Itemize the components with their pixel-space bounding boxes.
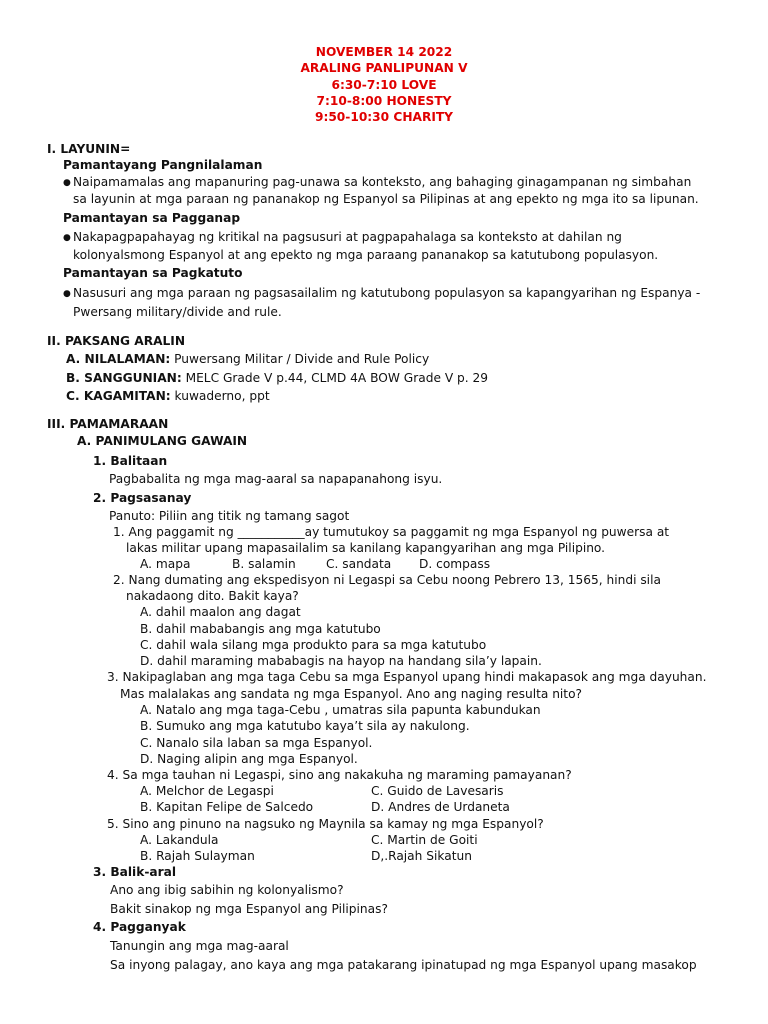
question-3-choice-d: D. Naging alipin ang mga Espanyol. <box>140 752 358 766</box>
section-heading-layunin: I. LAYUNIN= <box>47 142 131 156</box>
question-2-choice-b: B. dahil mababangis ang mga katutubo <box>140 622 381 636</box>
subheading-balik-aral: 3. Balik-aral <box>93 865 177 879</box>
subheading-pangnilalaman: Pamantayang Pangnilalaman <box>63 158 263 172</box>
sanggunian-row <box>66 370 488 386</box>
subheading-pagkatuto: Pamantayan sa Pagkatuto <box>63 266 243 280</box>
nilalaman-value: Puwersang Militar / Divide and Rule Policy <box>170 352 430 366</box>
question-5-choice-c: C. Martin de Goiti <box>371 833 478 847</box>
question-4-choice-d: D. Andres de Urdaneta <box>371 800 510 814</box>
balik-aral-line-2: Bakit sinakop ng mga Espanyol ang Pilipinas? <box>110 902 388 916</box>
pagkatuto-line-1: Nasusuri ang mga paraan ng pagsasailalim ng katutubong populasyon sa kapangyarihan ng Espanya - <box>73 286 701 300</box>
subheading-panimulang-gawain: A. PANIMULANG GAWAIN <box>77 434 248 448</box>
section-heading-paksang-aralin: II. PAKSANG ARALIN <box>47 334 186 348</box>
question-3-choice-b: B. Sumuko ang mga katutubo kaya’t sila ay nakulong. <box>140 719 470 733</box>
kagamitan-label: C. KAGAMITAN: <box>66 389 171 403</box>
pagganyak-line-2: Sa inyong palagay, ano kaya ang mga patakarang ipinatupad ng mga Espanyol upang masakop <box>110 958 697 972</box>
question-3-line-2: Mas malalakas ang sandata ng mga Espanyol. Ano ang naging resulta nito? <box>120 687 583 701</box>
header-subject: ARALING PANLIPUNAN V <box>300 61 468 76</box>
subheading-pagganap: Pamantayan sa Pagganap <box>63 211 241 225</box>
question-1-line-2: lakas militar upang mapasailalim sa kanilang kapangyarihan ang mga Pilipino. <box>126 541 606 555</box>
question-2-choice-d: D. dahil maraming mababagis na hayop na handang sila’y lapain. <box>140 654 542 668</box>
balitaan-text: Pagbabalita ng mga mag-aaral sa napapanahong isyu. <box>109 472 443 486</box>
question-2-choice-a: A. dahil maalon ang dagat <box>140 605 301 619</box>
document-header <box>0 44 768 125</box>
question-1-choice-a: A. mapa <box>140 557 191 571</box>
kagamitan-row <box>66 388 270 404</box>
question-1-choice-b: B. salamin <box>232 557 296 571</box>
bullet-icon: ● <box>63 233 71 243</box>
question-1-line-1: 1. Ang paggamit ng ___________ay tumutukoy sa paggamit ng mga Espanyol ng puwersa at <box>113 525 670 539</box>
kagamitan-value: kuwaderno, ppt <box>170 389 270 403</box>
question-1-choice-d: D. compass <box>419 557 491 571</box>
nilalaman-row <box>66 351 429 367</box>
nilalaman-label: A. NILALAMAN: <box>66 352 171 366</box>
header-date: NOVEMBER 14 2022 <box>315 45 453 59</box>
panuto-text: Panuto: Piliin ang titik ng tamang sagot <box>109 509 350 523</box>
question-4-line-1: 4. Sa mga tauhan ni Legaspi, sino ang nakakuha ng maraming pamayanan? <box>107 768 572 782</box>
question-4-choice-a: A. Melchor de Legaspi <box>140 784 274 798</box>
pagkatuto-line-2: Pwersang military/divide and rule. <box>73 305 282 319</box>
header-schedule-3: 9:50-10:30 CHARITY <box>314 110 454 125</box>
header-schedule-1: 6:30-7:10 LOVE <box>331 77 437 92</box>
balik-aral-line-1: Ano ang ibig sabihin ng kolonyalismo? <box>110 883 344 897</box>
question-5-choice-d: D,.Rajah Sikatun <box>371 849 472 863</box>
sanggunian-label: B. SANGGUNIAN: <box>66 371 182 385</box>
question-3-choice-c: C. Nanalo sila laban sa mga Espanyol. <box>140 736 373 750</box>
subheading-balitaan: 1. Balitaan <box>93 454 168 468</box>
subheading-pagsasanay: 2. Pagsasanay <box>93 491 192 505</box>
question-4-choice-c: C. Guido de Lavesaris <box>371 784 504 798</box>
pangnilalaman-line-2: sa layunin at mga paraan ng pananakop ng Espanyol sa Pilipinas at ang epekto ng mga ito sa lipunan. <box>73 192 699 206</box>
question-5-choice-b: B. Rajah Sulayman <box>140 849 255 863</box>
question-1-choice-c: C. sandata <box>326 557 392 571</box>
subheading-pagganyak: 4. Pagganyak <box>93 920 186 934</box>
question-2-line-1: 2. Nang dumating ang ekspedisyon ni Legaspi sa Cebu noong Pebrero 13, 1565, hindi sila <box>113 573 661 587</box>
question-5-line-1: 5. Sino ang pinuno na nagsuko ng Maynila sa kamay ng mga Espanyol? <box>107 817 544 831</box>
pagganyak-line-1: Tanungin ang mga mag-aaral <box>110 939 289 953</box>
question-5-choice-a: A. Lakandula <box>140 833 219 847</box>
bullet-icon: ● <box>63 289 71 299</box>
pangnilalaman-line-1: Naipamamalas ang mapanuring pag-unawa sa konteksto, ang bahaging ginagampanan ng simbahan <box>73 175 692 189</box>
bullet-icon: ● <box>63 178 71 188</box>
header-schedule-2: 7:10-8:00 HONESTY <box>316 93 452 108</box>
sanggunian-value: MELC Grade V p.44, CLMD 4A BOW Grade V p. 29 <box>181 371 489 385</box>
question-3-choice-a: A. Natalo ang mga taga-Cebu , umatras sila papunta kabundukan <box>140 703 541 717</box>
section-heading-pamamaraan: III. PAMAMARAAN <box>47 417 169 431</box>
question-3-line-1: 3. Nakipaglaban ang mga taga Cebu sa mga Espanyol upang hindi makapasok ang mga dayuhan. <box>107 670 707 684</box>
question-2-line-2: nakadaong dito. Bakit kaya? <box>126 589 299 603</box>
pagganap-line-2: kolonyalsmong Espanyol at ang epekto ng mga paraang pananakop sa katutubong populasyon. <box>73 248 659 262</box>
question-2-choice-c: C. dahil wala silang mga produkto para sa mga katutubo <box>140 638 487 652</box>
question-4-choice-b: B. Kapitan Felipe de Salcedo <box>140 800 314 814</box>
pagganap-line-1: Nakapagpapahayag ng kritikal na pagsusuri at pagpapahalaga sa konteksto at dahilan ng <box>73 230 622 244</box>
